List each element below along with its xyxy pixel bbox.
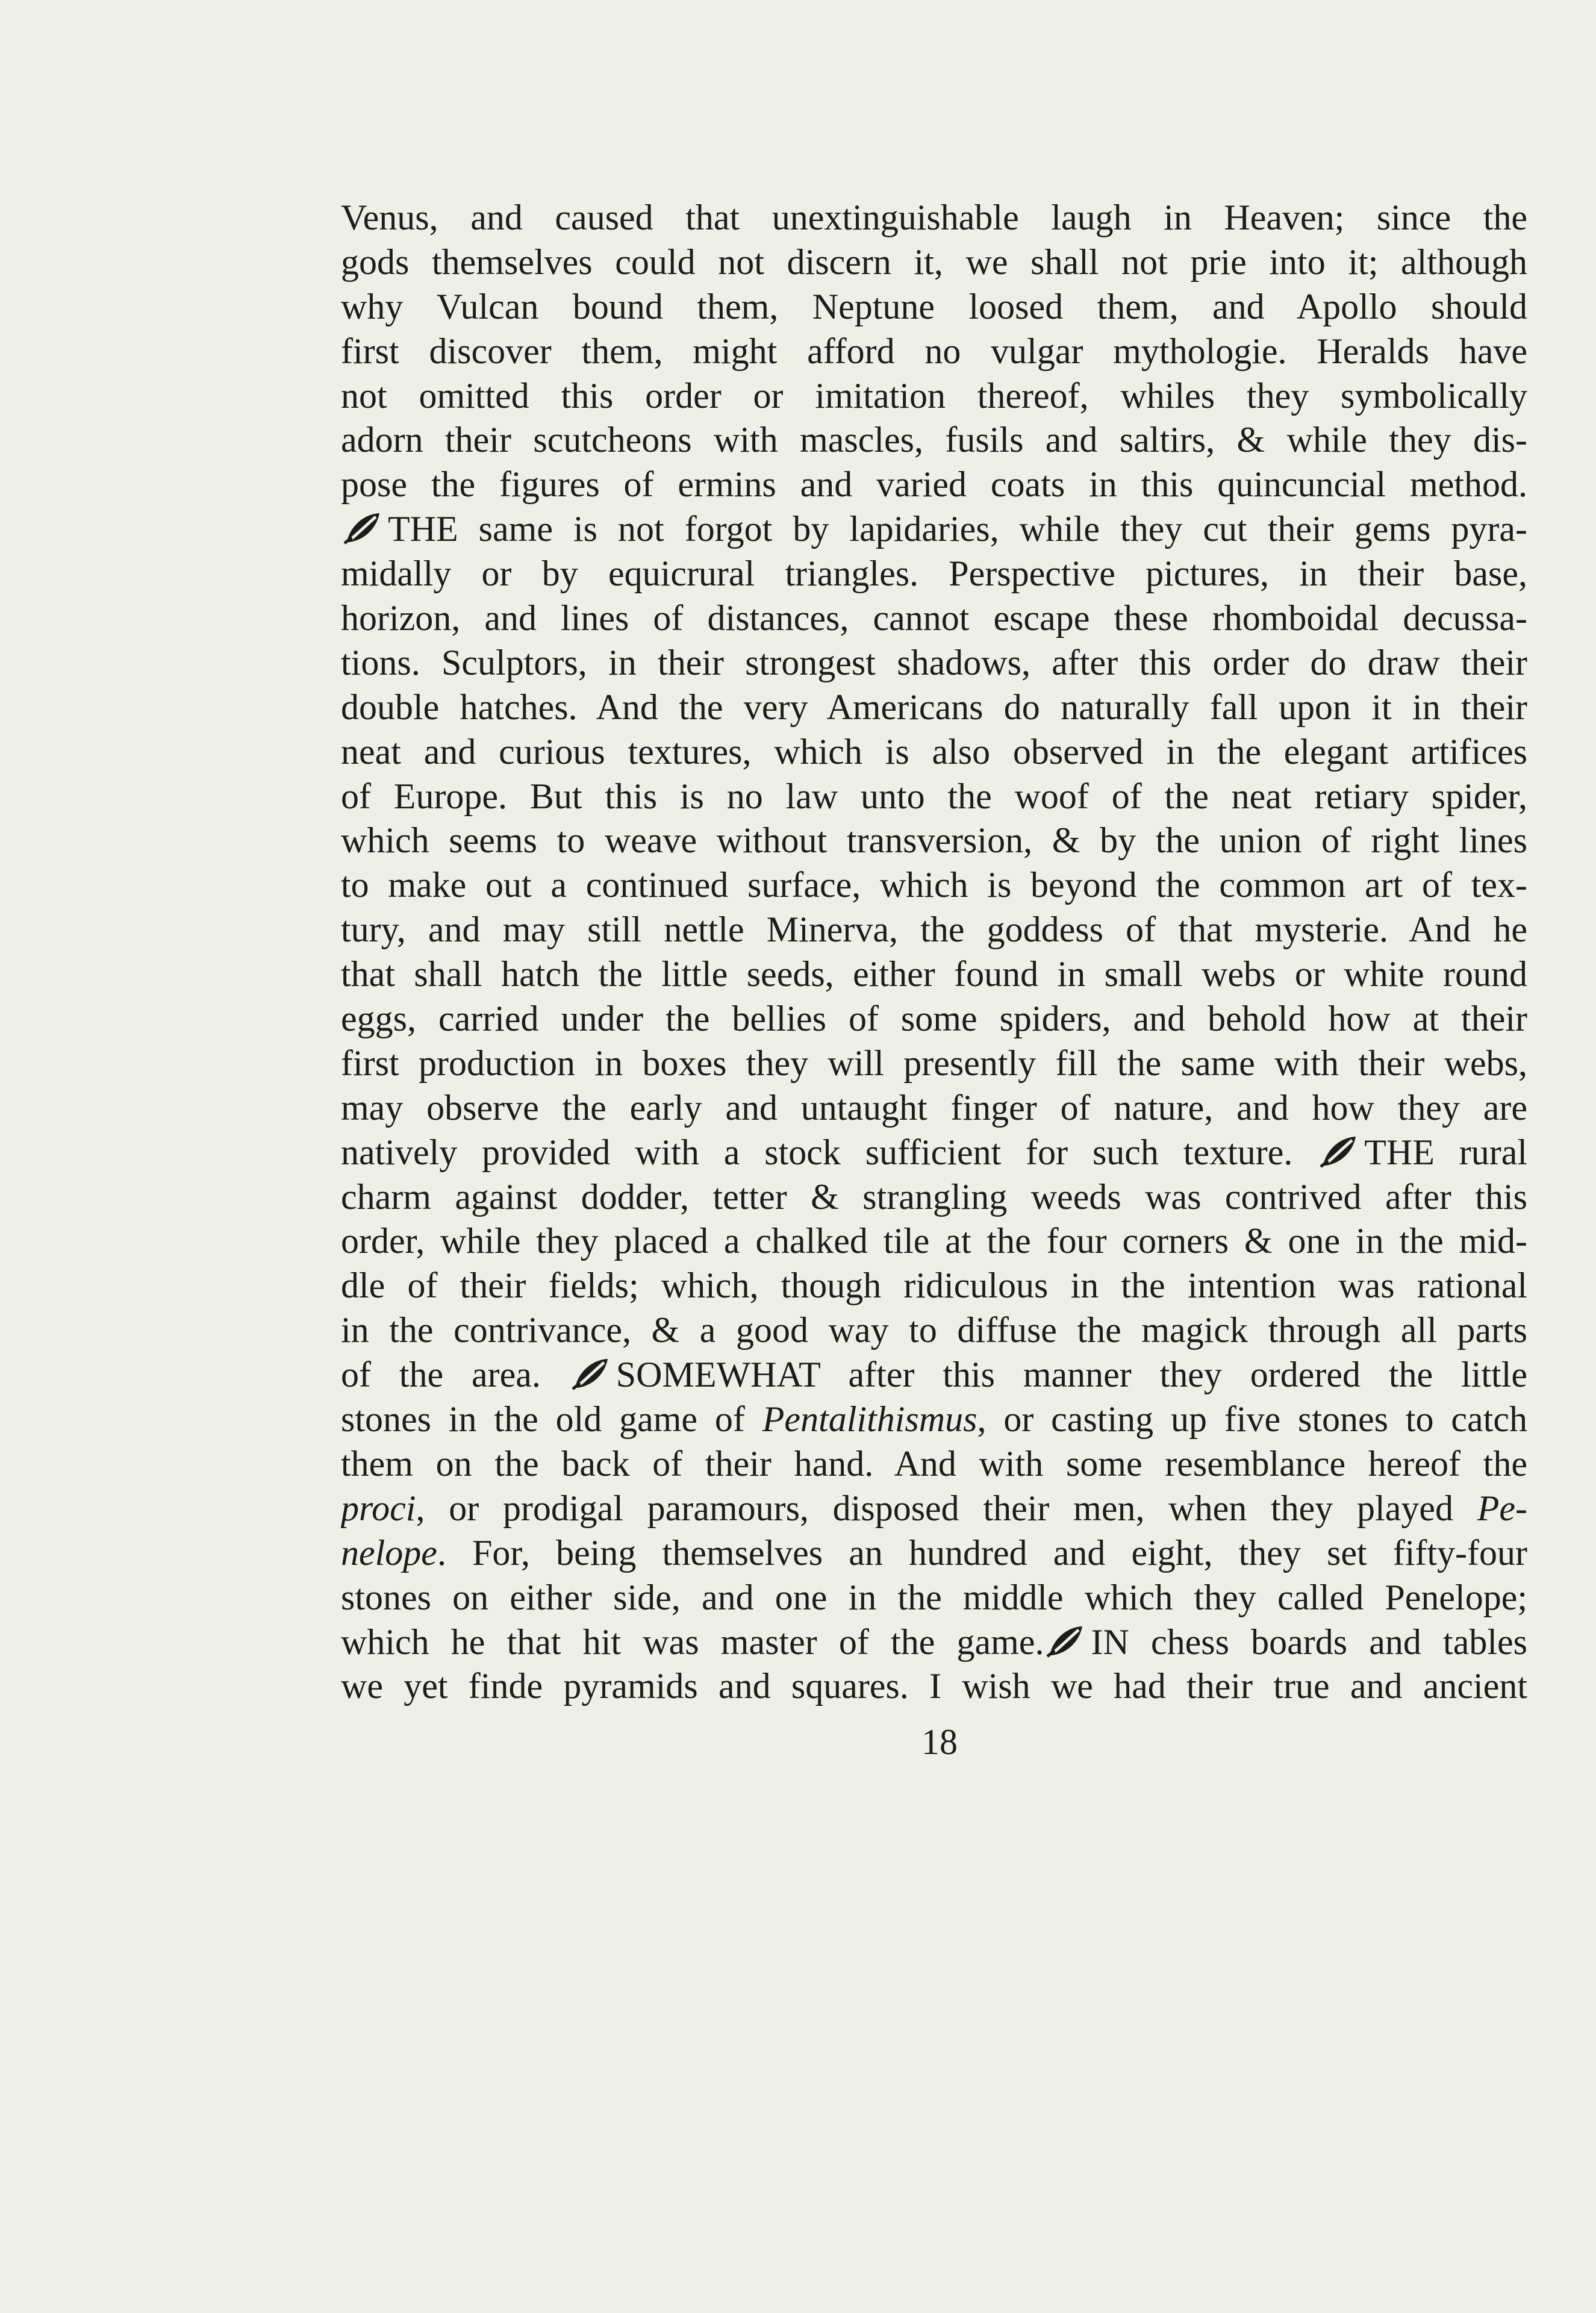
text-line <box>341 1264 1527 1308</box>
line-text: not omitted this order or imitation thereof, whiles they symbolically <box>341 375 1527 416</box>
text-line <box>341 1086 1527 1131</box>
text-line <box>341 1041 1527 1086</box>
text-line <box>341 1487 1527 1531</box>
line-text: first discover them, might afford no vulgar mythologie. Heralds have <box>341 331 1527 371</box>
line-text: Venus, and caused that unextinguishable laugh in Heaven; since the <box>341 198 1527 237</box>
line-text: we yet finde pyramids and squares. I wish we had their true and ancient <box>341 1666 1527 1706</box>
line-text: IN chess boards and tables <box>1091 1622 1527 1662</box>
text-line <box>341 1175 1527 1220</box>
line-text: that shall hatch the little seeds, either found in small webs or white round <box>341 954 1527 994</box>
text-line <box>341 196 1527 240</box>
leaf-ornament-icon <box>572 1356 611 1390</box>
text-line <box>341 552 1527 596</box>
text-line <box>341 1131 1527 1175</box>
text-line <box>341 641 1527 685</box>
line-text: dle of their fields; which, though ridiculous in the intention was rational <box>341 1266 1527 1306</box>
line-text: in the contrivance, & a good way to diffuse the magick through all parts <box>341 1310 1527 1350</box>
text-line <box>341 1620 1527 1665</box>
line-text: THE rural <box>1364 1132 1527 1172</box>
text-line <box>341 1308 1527 1353</box>
line-text: may observe the early and untaught finger of nature, and how they are <box>341 1087 1527 1128</box>
text-line <box>341 596 1527 641</box>
body-text <box>341 196 1527 1709</box>
text-line <box>341 1442 1527 1487</box>
leaf-ornament-icon <box>1046 1624 1086 1658</box>
line-text: why Vulcan bound them, Neptune loosed them, and Apollo should <box>341 286 1527 326</box>
text-line <box>341 285 1527 329</box>
line-text: , or prodigal paramours, disposed their men, when they played <box>416 1488 1453 1528</box>
line-text: first production in boxes they will presently fill the same with their webs, <box>341 1043 1527 1083</box>
italic-term: nelope <box>341 1532 437 1573</box>
text-line <box>341 1576 1527 1620</box>
italic-term: Pe- <box>1477 1488 1527 1528</box>
text-line <box>341 374 1527 419</box>
text-line <box>341 997 1527 1041</box>
line-text: gods themselves could not discern it, we shall not prie into it; although <box>341 242 1527 282</box>
text-line <box>341 1219 1527 1264</box>
text-line <box>341 952 1527 997</box>
line-text: double hatches. And the very Americans do naturally fall upon it in their <box>341 687 1527 727</box>
line-text: pose the figures of ermins and varied coats in this quincuncial method. <box>341 464 1527 505</box>
text-line <box>341 863 1527 908</box>
line-text: adorn their scutcheons with mascles, fusils and saltirs, & while they dis- <box>341 420 1527 460</box>
line-text: stones on either side, and one in the middle which they called Penelope; <box>341 1577 1527 1617</box>
line-text: . For, being themselves an hundred and eight, they set fifty-four <box>437 1532 1527 1573</box>
text-line <box>341 685 1527 730</box>
text-line <box>341 1353 1527 1397</box>
line-text: neat and curious textures, which is also observed in the elegant artifices <box>341 731 1527 772</box>
italic-term: Pentalithismus <box>762 1399 977 1440</box>
line-text: to make out a continued surface, which is beyond the common art of tex- <box>341 865 1527 905</box>
line-text: natively provided with a stock sufficient for such texture. <box>341 1132 1293 1172</box>
text-line <box>341 819 1527 863</box>
line-text: , or casting up five stones to catch <box>977 1399 1527 1440</box>
text-line <box>341 1664 1527 1709</box>
text-line <box>341 507 1527 552</box>
text-line <box>341 329 1527 374</box>
text-line <box>341 418 1527 463</box>
text-line <box>341 1531 1527 1576</box>
line-text: stones in the old game of <box>341 1399 745 1440</box>
line-text: them on the back of their hand. And with some resemblance hereof the <box>341 1443 1527 1484</box>
line-text: horizon, and lines of distances, cannot escape these rhomboidal decussa- <box>341 598 1527 638</box>
line-text: which he that hit was master of the game. <box>341 1622 1044 1662</box>
line-text: THE same is not forgot by lapidaries, while they cut their gems pyra- <box>388 509 1527 549</box>
page-number: 18 <box>921 1722 958 1762</box>
line-text: which seems to weave without transversion, & by the union of right lines <box>341 820 1527 861</box>
line-text: tions. Sculptors, in their strongest shadows, after this order do draw their <box>341 642 1527 682</box>
line-text: of Europe. But this is no law unto the woof of the neat retiary spider, <box>341 776 1527 816</box>
line-text: of the area. <box>341 1355 541 1395</box>
text-line <box>341 775 1527 819</box>
line-text: charm against dodder, tetter & strangling weeds was contrived after this <box>341 1176 1527 1217</box>
line-text: midally or by equicrural triangles. Perspective pictures, in their base, <box>341 554 1527 594</box>
text-line <box>341 463 1527 507</box>
line-text: SOMEWHAT after this manner they ordered the little <box>616 1355 1527 1395</box>
line-text: order, while they placed a chalked tile at the four corners & one in the mid- <box>341 1221 1527 1261</box>
line-text: eggs, carried under the bellies of some spiders, and behold how at their <box>341 999 1527 1039</box>
italic-term: proci <box>341 1488 416 1528</box>
text-line <box>341 1397 1527 1442</box>
text-line <box>341 908 1527 952</box>
line-text: tury, and may still nettle Minerva, the goddess of that mysterie. And he <box>341 910 1527 950</box>
text-line <box>341 240 1527 285</box>
leaf-ornament-icon <box>1320 1134 1359 1168</box>
leaf-ornament-icon <box>343 511 383 545</box>
text-line <box>341 730 1527 775</box>
